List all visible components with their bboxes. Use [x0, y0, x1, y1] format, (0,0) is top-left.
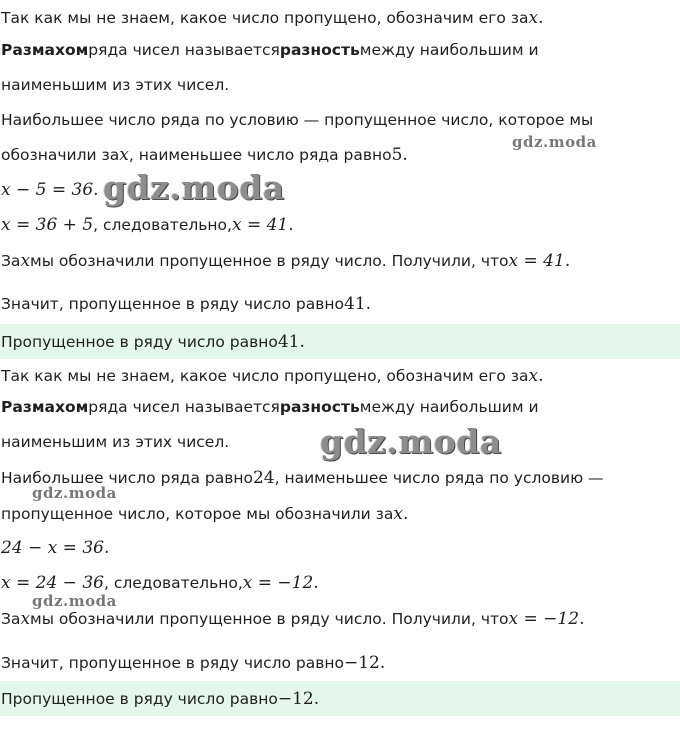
equation: x = 36 + 5 [1, 215, 94, 235]
watermark: gdz.moda [103, 168, 285, 207]
math-var: x [393, 504, 403, 524]
b1-line-4 [0, 103, 680, 137]
math-var: x [119, 145, 129, 165]
punct: . [402, 145, 408, 165]
text: ряда чисел называется [88, 398, 280, 416]
equation: x = 41 [231, 215, 289, 235]
math-var: x [20, 609, 31, 629]
punct: . [299, 331, 305, 352]
punct: . [365, 294, 372, 314]
answer-number: 41 [277, 331, 300, 352]
punct: . [93, 180, 99, 200]
text: наименьшим из этих чисел. [1, 76, 230, 94]
b2-answer-box [0, 681, 680, 716]
term-range: Размахом [1, 41, 89, 59]
text: , следовательно, [103, 574, 243, 592]
text: ряда чисел называется [88, 41, 280, 59]
term-difference: разность [279, 398, 360, 416]
text: Значит, пропущенное в ряду число равно [1, 295, 344, 313]
b2-line-5 [0, 497, 680, 531]
punct: . [288, 215, 294, 235]
watermark: gdz.moda [512, 133, 597, 151]
b2-line-2 [0, 390, 680, 424]
equation: x = −12 [508, 609, 580, 629]
text: За [1, 252, 21, 270]
math-number: 5 [391, 145, 403, 165]
text: За [1, 610, 21, 628]
equation: x = −12 [242, 573, 314, 593]
punct: . [579, 609, 585, 629]
punct: . [402, 504, 409, 524]
text: , наименьшее число ряда по условию — [274, 469, 604, 487]
b1-line-7 [0, 208, 680, 242]
equation: x = 41 [508, 251, 565, 271]
math-var: x [20, 251, 31, 271]
text: Так как мы не знаем, какое число пропущено, обозначим его за [1, 9, 529, 27]
watermark: gdz.moda [320, 422, 502, 461]
text: наименьшим из этих чисел. [1, 433, 230, 451]
b2-line-9 [0, 646, 680, 680]
equation: x = 24 − 36 [1, 573, 104, 593]
b1-answer-box [0, 324, 680, 359]
math-number: 41 [344, 294, 366, 314]
watermark: gdz.moda [32, 484, 117, 502]
math-var: x [528, 8, 539, 28]
text: Так как мы не знаем, какое число пропущено, обозначим его за [1, 367, 529, 385]
text: пропущенное число, которое мы обозначили за [1, 505, 394, 523]
math-number: −12 [344, 653, 380, 673]
b1-line-8 [0, 244, 680, 278]
punct: . [538, 8, 544, 28]
punct: . [564, 251, 571, 271]
equation: x − 5 = 36 [1, 180, 94, 200]
b2-line-6 [0, 531, 680, 565]
math-number: 24 [252, 468, 275, 488]
b1-line-3 [0, 68, 680, 102]
punct: . [538, 366, 544, 386]
text: , следовательно, [93, 216, 232, 234]
punct: . [313, 688, 320, 709]
text: Наибольшее число ряда равно [1, 469, 253, 487]
b1-line-9 [0, 287, 680, 321]
answer-text: Пропущенное в ряду число равно [1, 332, 278, 351]
answer-number: −12 [277, 688, 314, 709]
text: между наибольшим и [359, 398, 539, 416]
b1-line-6 [0, 173, 680, 207]
text: , наименьшее число ряда равно [128, 146, 392, 164]
b2-line-1 [0, 359, 680, 393]
equation: 24 − x = 36 [1, 538, 104, 558]
text: мы обозначили пропущенное в ряду число. Получили, что [30, 252, 509, 270]
text: мы обозначили пропущенное в ряду число. Получили, что [30, 610, 509, 628]
punct: . [379, 653, 386, 673]
b1-line-2 [0, 33, 680, 67]
term-range: Размахом [1, 398, 89, 416]
math-var: x [528, 366, 539, 386]
punct: . [103, 538, 110, 558]
punct: . [313, 573, 319, 593]
text: Наибольшее число ряда по условию — пропущенное число, которое мы [1, 111, 594, 129]
text: обозначили за [1, 146, 120, 164]
b1-line-1 [0, 1, 680, 35]
answer-text: Пропущенное в ряду число равно [1, 689, 278, 708]
watermark: gdz.moda [32, 592, 117, 610]
text: между наибольшим и [359, 41, 539, 59]
text: Значит, пропущенное в ряду число равно [1, 654, 344, 672]
term-difference: разность [279, 41, 360, 59]
